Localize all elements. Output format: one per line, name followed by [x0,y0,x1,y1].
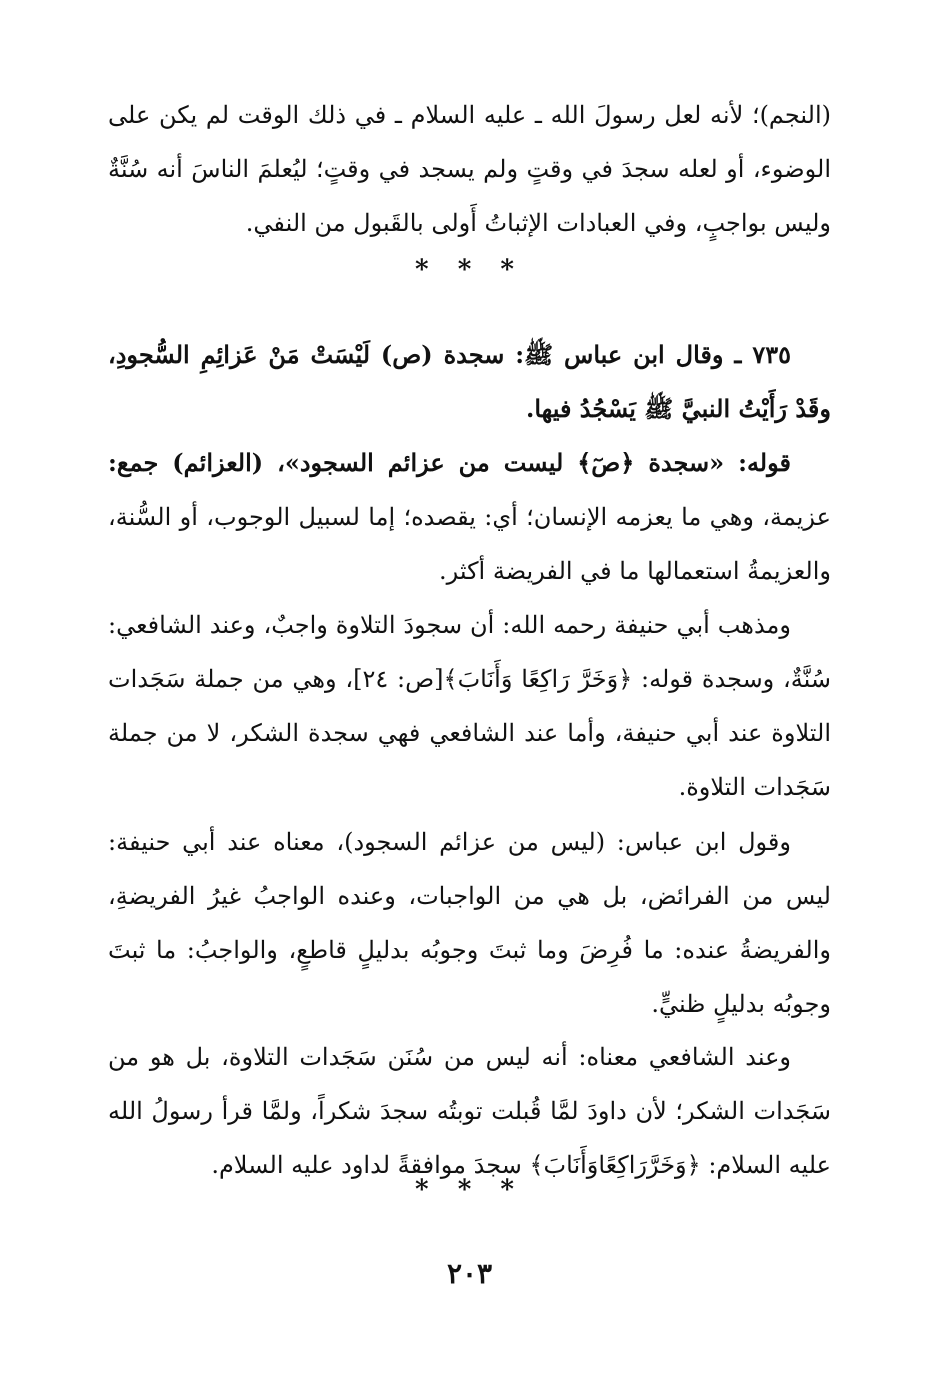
shafii-paragraph [108,1030,831,1192]
hadith-text: ٧٣٥ ـ وقال ابن عباس ﷺ: سجدة (ص) لَيْسَتْ مَنْ عَزائِمِ السُّجودِ، وقَدْ رَأَيْتُ النبيَّ ﷺ يَسْجُدُ فيها. [108,340,831,423]
commentary-paragraph [108,436,831,598]
section-separator: * * * [415,255,524,285]
paragraph-text: وقول ابن عباس: (ليس من عزائم السجود)، معناه عند أبي حنيفة: ليس من الفرائض، بل هي من الواجبات، وعنده الواجبُ غيرُ الفريضةِ، والفريضةُ عنده: ما فُرِضَ وما ثبتَ وجوبُه بدليلٍ قاطعٍ، والواجبُ: ما ثبتَ وجوبُه بدليلٍ ظنيٍّ. [108,828,831,1018]
madhab-paragraph [108,598,831,814]
quoted-phrase: قوله: «سجدة ﴿صٓ﴾ ليست من عزائم السجود»، (العزائم) جمع: [108,448,791,477]
section-separator: * * * [415,1175,524,1205]
paragraph-text: (النجم)؛ لأنه لعل رسولَ الله ـ عليه السلام ـ في ذلك الوقت لم يكن على الوضوء، أو لعله سجدَ في وقتٍ ولم يسجد في وقتٍ؛ ليُعلمَ الناسَ أنه سُنَّةٌ وليس بواجبٍ، وفي العبادات الإثباتُ أَولى بالقَبول من النفي. [108,101,832,237]
ibn-abbas-paragraph [108,815,831,1031]
paragraph-continuation [108,88,831,250]
paragraph-text: ومذهب أبي حنيفة رحمه الله: أن سجودَ التلاوة واجبٌ، وعند الشافعي: سُنَّةٌ، وسجدة قوله: ﴿وَخَرَّ رَاكِعًا وَأَنَابَ﴾[ص: ٢٤]، وهي من جملة سَجَدات التلاوة عند أبي حنيفة، وأما عند الشافعي فهي سجدة الشكر، لا من جملة سَجَدات التلاوة. [108,611,831,801]
paragraph-continuation-text: عزيمة، وهي ما يعزمه الإنسان؛ أي: يقصده؛ إما لسبيل الوجوب، أو السُّنة، والعزيمةُ استعمالها ما في الفريضة أكثر. [108,503,831,585]
paragraph-text: وعند الشافعي معناه: أنه ليس من سُنَن سَجَدات التلاوة، بل هو من سَجَدات الشكر؛ لأن داودَ لمَّا قُبلت توبتُه سجدَ شكراً، ولمَّا قرأ رسولُ الله عليه السلام: ﴿وَخَرَّرَاكِعًاوَأَنَابَ﴾ سجدَ موافقةً لداود عليه السلام. [108,1043,831,1179]
hadith-block [108,328,831,436]
page-number: ٢٠٣ [446,1257,493,1290]
paragraph-text [108,436,831,598]
